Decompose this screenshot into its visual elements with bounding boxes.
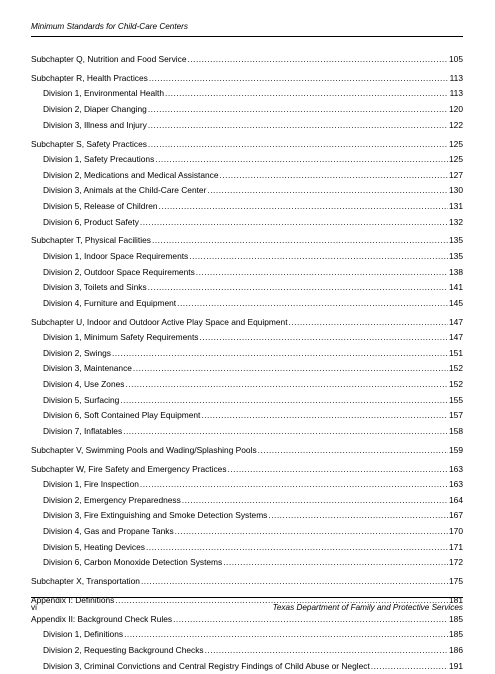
dot-leader <box>223 555 448 571</box>
toc-entry-title: Subchapter U, Indoor and Outdoor Active Play Space and Equipment <box>31 316 288 327</box>
toc-entry-title: Division 3, Toilets and Sinks <box>43 282 147 293</box>
dot-leader <box>201 408 448 424</box>
toc-entry-title: Division 5, Release of Children <box>43 200 158 211</box>
dot-leader <box>149 71 448 87</box>
dot-leader <box>112 346 448 362</box>
dot-leader <box>258 443 448 459</box>
toc-entry-page: 141 <box>449 282 463 293</box>
toc-entry-division[interactable] <box>31 643 463 659</box>
dot-leader <box>140 477 448 493</box>
toc-entry-title: Subchapter S, Safety Practices <box>31 138 147 149</box>
toc-entry-division[interactable] <box>31 249 463 265</box>
dot-leader <box>155 152 448 168</box>
toc-entry-division[interactable] <box>31 280 463 296</box>
toc-entry-title: Division 6, Product Safety <box>43 216 139 227</box>
toc-entry-page: 145 <box>449 297 463 308</box>
toc-entry-page: 151 <box>449 347 463 358</box>
toc-entry-page: 175 <box>449 576 463 587</box>
toc-entry-page: 147 <box>449 316 463 327</box>
toc-entry-page: 158 <box>449 425 463 436</box>
toc-entry-title: Subchapter R, Health Practices <box>31 72 148 83</box>
toc-entry-page: 181 <box>449 594 463 605</box>
toc-entry-division[interactable] <box>31 555 463 571</box>
toc-entry-page: 131 <box>449 200 463 211</box>
dot-leader <box>125 377 448 393</box>
dot-leader <box>133 361 448 377</box>
toc-entry-division[interactable] <box>31 424 463 440</box>
toc-entry-title: Division 2, Swings <box>43 347 111 358</box>
toc-entry-title: Division 4, Gas and Propane Tanks <box>43 526 174 536</box>
dot-leader <box>159 199 448 215</box>
toc-entry-page: 164 <box>449 494 463 505</box>
toc-entry-title: Division 5, Heating Devices <box>43 541 145 552</box>
toc-entry-title: Division 6, Carbon Monoxide Detection Systems <box>43 557 223 568</box>
toc-entry-division[interactable] <box>31 118 463 134</box>
toc-entry-page: 155 <box>449 394 463 405</box>
dot-leader <box>120 393 448 409</box>
toc-entry-page: 125 <box>449 138 463 149</box>
toc-entry-chapter[interactable] <box>31 462 463 478</box>
toc-entry-chapter[interactable] <box>31 315 463 331</box>
toc-entry-division[interactable] <box>31 199 463 215</box>
dot-leader <box>175 524 448 540</box>
toc-entry-division[interactable] <box>31 361 463 377</box>
toc-entry-title: Subchapter W, Fire Safety and Emergency Practices <box>31 463 227 474</box>
toc-entry-chapter[interactable] <box>31 233 463 249</box>
toc-entry-page: 113 <box>449 72 463 83</box>
toc-entry-page: 105 <box>449 54 463 64</box>
toc-entry-title: Division 4, Use Zones <box>43 379 125 390</box>
toc-entry-title: Division 1, Fire Inspection <box>43 479 139 490</box>
toc-entry-division[interactable] <box>31 393 463 409</box>
dot-leader <box>146 540 448 556</box>
toc-entry-division[interactable] <box>31 524 463 540</box>
toc-entry-page: 172 <box>449 557 463 568</box>
toc-entry-division[interactable] <box>31 346 463 362</box>
dot-leader <box>177 296 448 312</box>
toc-entry-division[interactable] <box>31 330 463 346</box>
toc-entry-title: Division 3, Illness and Injury <box>43 119 147 130</box>
toc-entry-page: 122 <box>449 119 463 130</box>
dot-leader <box>189 249 448 265</box>
toc-entry-title: Division 1, Definitions <box>43 629 124 640</box>
toc-entry-division[interactable] <box>31 265 463 281</box>
toc-entry-chapter[interactable] <box>31 137 463 153</box>
toc-entry-title: Division 1, Environmental Health <box>43 88 165 99</box>
toc-entry-page: 185 <box>449 613 463 624</box>
dot-leader <box>199 330 448 346</box>
toc-entry-division[interactable] <box>31 508 463 524</box>
dot-leader <box>173 612 448 628</box>
dot-leader <box>124 627 448 643</box>
toc-entry-page: 191 <box>449 660 463 671</box>
toc-entry-title: Division 2, Requesting Background Checks <box>43 645 204 656</box>
toc-entry-title: Division 1, Safety Precautions <box>43 154 155 165</box>
toc-entry-title: Appendix II: Background Check Rules <box>31 613 173 624</box>
running-header: Minimum Standards for Child-Care Centers <box>31 22 188 31</box>
toc-entry-page: 171 <box>449 541 463 552</box>
toc-entry-title: Division 6, Soft Contained Play Equipment <box>43 410 201 421</box>
page-number: vi <box>31 603 37 612</box>
toc-entry-chapter[interactable] <box>31 52 463 68</box>
toc-entry-page: 170 <box>449 526 463 536</box>
toc-entry-page: 127 <box>449 169 463 180</box>
dot-leader <box>165 86 448 102</box>
toc-entry-division[interactable] <box>31 102 463 118</box>
dot-leader <box>141 574 448 590</box>
dot-leader <box>371 659 448 674</box>
toc-entry-page: 152 <box>449 379 463 390</box>
toc-entry-title: Subchapter Q, Nutrition and Food Service <box>31 54 187 64</box>
dot-leader <box>148 280 448 296</box>
toc-entry-page: 163 <box>449 463 463 474</box>
table-of-contents <box>31 52 463 674</box>
dot-leader <box>148 118 448 134</box>
toc-entry-division[interactable] <box>31 408 463 424</box>
dot-leader <box>196 265 448 281</box>
toc-entry-division[interactable] <box>31 296 463 312</box>
toc-entry-division[interactable] <box>31 86 463 102</box>
toc-entry-page: 132 <box>449 216 463 227</box>
toc-entry-page: 135 <box>449 235 463 246</box>
toc-entry-page: 147 <box>449 332 463 343</box>
dot-leader <box>148 102 448 118</box>
toc-entry-title: Subchapter V, Swimming Pools and Wading/Splashing Pools <box>31 444 257 455</box>
toc-entry-division[interactable] <box>31 477 463 493</box>
toc-entry-page: 130 <box>449 185 463 196</box>
dot-leader <box>148 137 448 153</box>
dot-leader <box>220 168 449 184</box>
toc-entry-page: 185 <box>449 629 463 640</box>
dot-leader <box>188 52 449 68</box>
dot-leader <box>205 643 448 659</box>
toc-entry-chapter[interactable] <box>31 612 463 628</box>
toc-entry-division[interactable] <box>31 627 463 643</box>
toc-entry-division[interactable] <box>31 493 463 509</box>
dot-leader <box>228 462 448 478</box>
toc-entry-title: Division 4, Furniture and Equipment <box>43 297 177 308</box>
toc-entry-title: Division 1, Indoor Space Requirements <box>43 251 189 262</box>
toc-entry-title: Division 3, Animals at the Child-Care Center <box>43 185 207 196</box>
toc-entry-title: Division 3, Fire Extinguishing and Smoke Detection Systems <box>43 510 268 521</box>
dot-leader <box>123 424 448 440</box>
toc-entry-title: Division 2, Outdoor Space Requirements <box>43 266 195 277</box>
toc-entry-page: 120 <box>449 104 463 115</box>
dot-leader <box>152 233 448 249</box>
toc-entry-chapter[interactable] <box>31 574 463 590</box>
toc-entry-page: 138 <box>449 266 463 277</box>
dot-leader <box>268 508 448 524</box>
toc-entry-title: Division 5, Surfacing <box>43 394 120 405</box>
toc-entry-title: Division 2, Emergency Preparedness <box>43 494 181 505</box>
footer-rule <box>31 597 463 598</box>
toc-entry-division[interactable] <box>31 377 463 393</box>
toc-entry-page: 135 <box>449 251 463 262</box>
toc-entry-division[interactable] <box>31 659 463 674</box>
toc-entry-page: 186 <box>449 645 463 656</box>
toc-entry-page: 152 <box>449 363 463 374</box>
toc-entry-chapter[interactable] <box>31 71 463 87</box>
toc-entry-division[interactable] <box>31 540 463 556</box>
toc-entry-page: 157 <box>449 410 463 421</box>
dot-leader <box>207 183 448 199</box>
toc-entry-title: Division 2, Medications and Medical Assistance <box>43 169 219 180</box>
toc-entry-title: Division 7, Inflatables <box>43 425 123 436</box>
toc-entry-chapter[interactable] <box>31 443 463 459</box>
toc-entry-title: Appendix I: Definitions <box>31 594 115 605</box>
footer-agency: Texas Department of Family and Protective Services <box>272 603 463 612</box>
toc-entry-page: 125 <box>449 154 463 165</box>
toc-entry-division[interactable] <box>31 168 463 184</box>
toc-entry-division[interactable] <box>31 152 463 168</box>
dot-leader <box>182 493 448 509</box>
toc-entry-page: 163 <box>449 479 463 490</box>
toc-entry-division[interactable] <box>31 215 463 231</box>
dot-leader <box>289 315 448 331</box>
toc-entry-title: Subchapter X, Transportation <box>31 576 140 587</box>
toc-entry-title: Division 3, Criminal Convictions and Central Registry Findings of Child Abuse or Neglect <box>43 660 370 671</box>
toc-entry-page: 159 <box>449 444 463 455</box>
dot-leader <box>140 215 448 231</box>
toc-entry-title: Division 1, Minimum Safety Requirements <box>43 332 199 343</box>
header-rule <box>31 36 463 37</box>
toc-entry-page: 113 <box>449 88 463 99</box>
toc-entry-title: Division 2, Diaper Changing <box>43 104 147 115</box>
toc-entry-division[interactable] <box>31 183 463 199</box>
toc-entry-page: 167 <box>449 510 463 521</box>
toc-entry-title: Subchapter T, Physical Facilities <box>31 235 151 246</box>
toc-entry-title: Division 3, Maintenance <box>43 363 132 374</box>
